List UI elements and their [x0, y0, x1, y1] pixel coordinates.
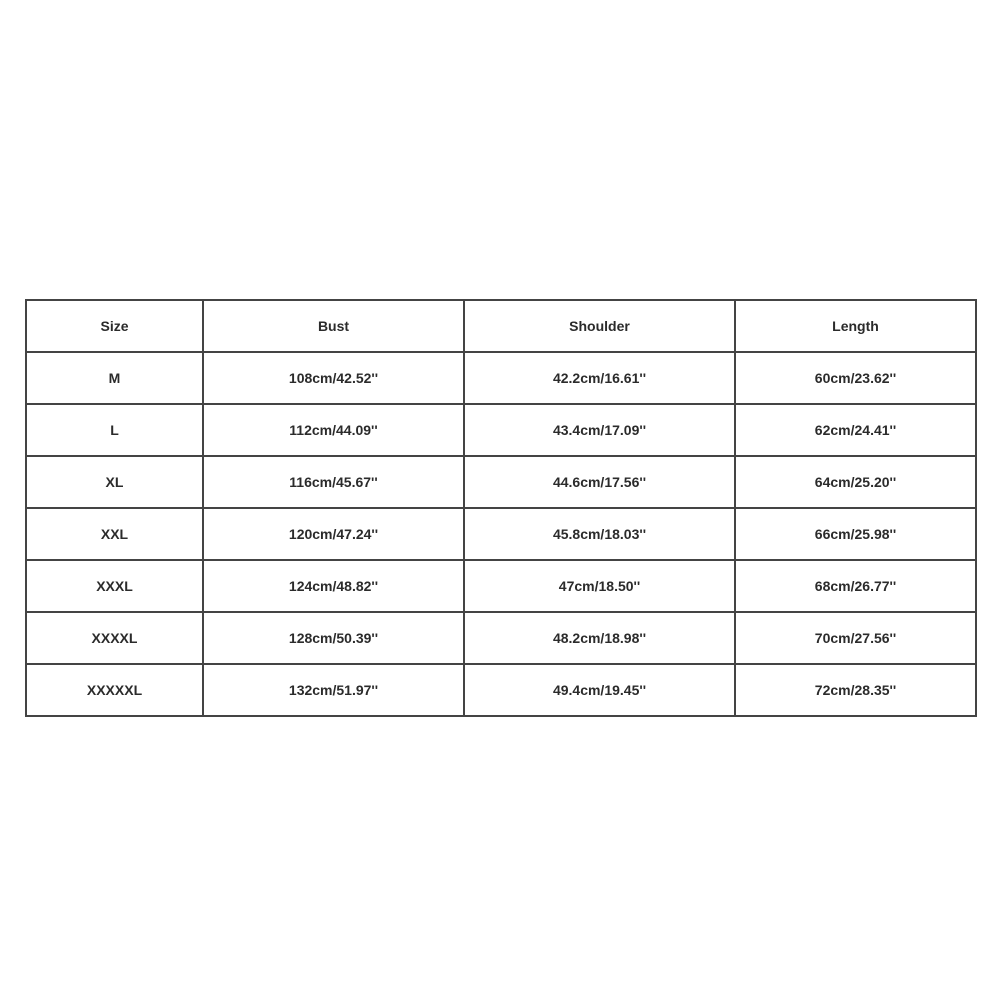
cell-size: M [26, 352, 203, 404]
cell-size: XXXXL [26, 612, 203, 664]
cell-length: 64cm/25.20'' [735, 456, 976, 508]
cell-shoulder: 49.4cm/19.45'' [464, 664, 735, 716]
cell-shoulder: 45.8cm/18.03'' [464, 508, 735, 560]
cell-bust: 108cm/42.52'' [203, 352, 464, 404]
table-row [26, 664, 976, 716]
cell-bust: 116cm/45.67'' [203, 456, 464, 508]
cell-shoulder: 47cm/18.50'' [464, 560, 735, 612]
cell-bust: 112cm/44.09'' [203, 404, 464, 456]
table-row [26, 352, 976, 404]
size-chart-table [25, 299, 977, 717]
cell-size: XXL [26, 508, 203, 560]
cell-size: XXXL [26, 560, 203, 612]
table-header-row [26, 300, 976, 352]
cell-shoulder: 42.2cm/16.61'' [464, 352, 735, 404]
cell-shoulder: 44.6cm/17.56'' [464, 456, 735, 508]
header-bust: Bust [203, 300, 464, 352]
cell-size: XL [26, 456, 203, 508]
cell-length: 66cm/25.98'' [735, 508, 976, 560]
cell-shoulder: 48.2cm/18.98'' [464, 612, 735, 664]
cell-bust: 120cm/47.24'' [203, 508, 464, 560]
cell-bust: 132cm/51.97'' [203, 664, 464, 716]
table-row [26, 456, 976, 508]
table-row [26, 560, 976, 612]
cell-size: XXXXXL [26, 664, 203, 716]
cell-shoulder: 43.4cm/17.09'' [464, 404, 735, 456]
cell-length: 70cm/27.56'' [735, 612, 976, 664]
header-length: Length [735, 300, 976, 352]
table-row [26, 508, 976, 560]
table-row [26, 612, 976, 664]
cell-length: 72cm/28.35'' [735, 664, 976, 716]
cell-length: 60cm/23.62'' [735, 352, 976, 404]
cell-length: 62cm/24.41'' [735, 404, 976, 456]
header-shoulder: Shoulder [464, 300, 735, 352]
cell-bust: 124cm/48.82'' [203, 560, 464, 612]
cell-size: L [26, 404, 203, 456]
cell-length: 68cm/26.77'' [735, 560, 976, 612]
cell-bust: 128cm/50.39'' [203, 612, 464, 664]
header-size: Size [26, 300, 203, 352]
table-row [26, 404, 976, 456]
